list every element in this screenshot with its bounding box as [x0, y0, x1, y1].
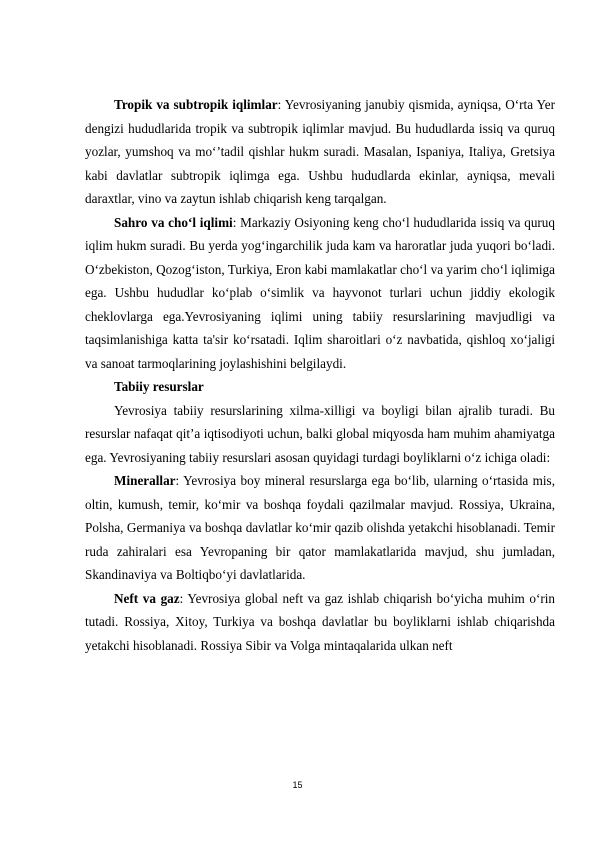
text-minerals: : Yevrosiya boy mineral resurslarga ega bo‘lib, ularning o‘rtasida mis, oltin, kumush, temir, ko‘mir va boshqa foydali qazilmalar mavjud. Rossiya, Ukraina, Polsha, Germaniya va boshqa davlatlar ko‘mir qazib olishda yetakchi hisoblanadi. Temir ruda zahiralari esa Yevropaning bir qator mamlakatlarida mavjud, shu jumladan, Skandinaviya va Boltiqbo‘yi davlatlarida. [85, 473, 555, 582]
paragraph-resources-intro: Yevrosiya tabiiy resurslarining xilma-xilligi va boyligi bilan ajralib turadi. Bu resurslar nafaqat qit’a iqtisodiyoti uchun, balki global miqyosda ham muhim ahamiyatga ega. Yevrosiyaning tabiiy resurslari asosan quyidagi turdagi boyliklarni o‘z ichiga oladi: [85, 402, 555, 465]
page-number: 15 [292, 780, 303, 790]
term-minerals: Minerallar [114, 473, 176, 488]
paragraph-desert-climate [85, 211, 555, 376]
text-desert-climate: : Markaziy Osiyoning keng cho‘l hududlarida issiq va quruq iqlim hukm suradi. Bu yerda yog‘ingarchilik juda kam va haroratlar juda yuqori bo‘ladi. O‘zbekiston, Qozog‘iston, Turkiya, Eron kabi mamlakatlar cho‘l va yarim cho‘l iqlimiga ega. Ushbu hududlar ko‘plab o‘simlik va hayvonot turlari uchun jiddiy ekologik cheklovlarga ega.Yevrosiyaning iqlimi uning tabiiy resurslarining mavjudligi va taqsimlanishiga katta ta'sir ko‘rsatadi. Iqlim sharoitlari o‘z navbatida, qishloq xo‘jaligi va sanoat tarmoqlarining joylashishini belgilaydi. [85, 214, 555, 371]
term-oil-gas: Neft va gaz [114, 590, 180, 606]
text-tropical-climate: : Yevrosiyaning janubiy qismida, ayniqsa, O‘rta Yer dengizi hududlarida tropik va subtropik iqlimlar mavjud. Bu hududlarda issiq va quruq yozlar, yumshoq va mo‘’tadil qishlar hukm suradi. Masalan, Ispaniya, Italiya, Gretsiya kabi davlatlar subtropik iqlimga ega. Ushbu hududlarda ekinlar, ayniqsa, mevali daraxtlar, vino va zaytun ishlab chiqarish keng tarqalgan. [85, 97, 555, 206]
paragraph-minerals [85, 469, 555, 587]
paragraph-tropical-climate [85, 93, 555, 211]
section-heading-natural-resources: Tabiiy resurslar [114, 379, 204, 394]
text-oil-gas: : Yevrosiya global neft va gaz ishlab chiqarish bo‘yicha muhim o‘rin tutadi. Rossiya, Xitoy, Turkiya va boshqa davlatlar bu boyliklarni ishlab chiqarishda yetakchi hisoblanadi. Rossiya Sibir va Volga mintaqalarida ulkan neft [85, 590, 555, 653]
paragraph-oil-gas [85, 587, 555, 658]
term-desert-climate: Sahro va cho‘l iqlimi [114, 214, 233, 230]
document-body [85, 93, 555, 657]
term-tropical-climate: Tropik va subtropik iqlimlar [114, 97, 278, 112]
